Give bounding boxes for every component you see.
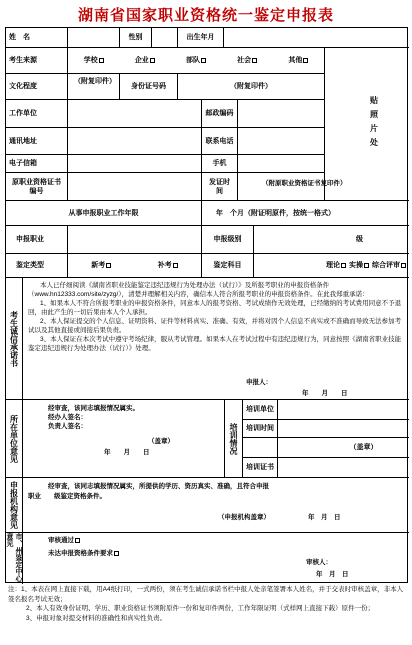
level-label: 申报级别 bbox=[202, 226, 254, 254]
id-value[interactable] bbox=[178, 74, 325, 100]
attach-id-note: （附复印件） bbox=[230, 83, 272, 90]
note-2: 2、本人有效身份证明、学历、职业资格证书须附原件一份和复印件两份，工作年限证明（式样网上直接下载）原件一份； bbox=[26, 605, 375, 612]
declare-line2: 职业 级鉴定资格条件。 bbox=[28, 493, 106, 500]
source-option-enterprise[interactable]: 企业 bbox=[135, 56, 155, 65]
source-option-society[interactable]: 社会 bbox=[237, 56, 257, 65]
train-cert-label: 培训证书 bbox=[243, 458, 278, 478]
center-opinion bbox=[23, 533, 409, 584]
issue-date-label: 发证时间 bbox=[202, 173, 238, 201]
checkbox-icon[interactable] bbox=[150, 58, 155, 63]
note-3: 3、申报对象对提交材料的准确性和真实性负责。 bbox=[26, 614, 167, 622]
train-cert-value[interactable] bbox=[278, 458, 409, 478]
note-1: 注：1、本表在网上直接下载，用A4纸打印，一式两份，须在考生诚信承诺书栏中报人处亲笔签署本人姓名，并于交表时审核盖章，非本人签名报名考试无效； bbox=[8, 586, 404, 603]
work-years-value[interactable]: 年 个月（附证明原件，按统一格式） bbox=[202, 201, 409, 226]
photo-label: 贴照片处 bbox=[369, 96, 379, 152]
declare-line1: 经审查，该同志填报情况属实，所提供的学历、资历真实、准确，且符合申报 bbox=[48, 483, 269, 490]
source-option-other[interactable]: 其他 bbox=[288, 56, 308, 65]
exam-subject-options bbox=[254, 254, 409, 278]
phone-label: 联系电话 bbox=[202, 128, 238, 155]
workplace-label: 工作单位 bbox=[6, 100, 68, 128]
checkbox-icon[interactable] bbox=[201, 58, 206, 63]
train-time-value[interactable] bbox=[278, 420, 409, 438]
mobile-label: 手机 bbox=[202, 155, 238, 173]
train-time-label: 培训时间 bbox=[243, 420, 278, 438]
email-label: 电子信箱 bbox=[6, 155, 68, 173]
integrity-p2: 1、如果本人不符合所报考职业的申报资格条件，同意本人的报考资格、考试成绩作无效处理，已经缴纳的考试费用同意不予退回，由此产生的一切后果由本人个人承担。 bbox=[28, 300, 402, 316]
exam-type-options bbox=[68, 254, 202, 278]
exam-type-new[interactable]: 新考 bbox=[91, 261, 111, 270]
postcode-label: 邮政编码 bbox=[202, 100, 238, 128]
footnotes bbox=[8, 585, 408, 623]
checkbox-icon[interactable] bbox=[106, 263, 111, 268]
declare-seal: （申报机构盖章） bbox=[218, 514, 270, 521]
checkbox-icon[interactable] bbox=[252, 58, 257, 63]
gender-value[interactable] bbox=[152, 28, 178, 48]
level-value[interactable] bbox=[254, 226, 409, 254]
gender-label: 性别 bbox=[120, 28, 152, 48]
work-years-label: 从事申报职业工作年限 bbox=[6, 201, 202, 226]
unit-line1: 经审查，该同志填报情况属实。 bbox=[48, 405, 139, 412]
exam-type-label: 鉴定类型 bbox=[6, 254, 68, 278]
attach-cert-note: （附原职业资格证书复印件） bbox=[262, 180, 347, 187]
center-reviewer: 审核人： bbox=[306, 559, 332, 566]
subject-practice[interactable]: 实操 bbox=[349, 261, 369, 270]
center-fail[interactable]: 未达申报资格条件要求 bbox=[48, 549, 119, 558]
train-seal-spacer bbox=[243, 438, 278, 458]
checkbox-icon[interactable] bbox=[173, 263, 178, 268]
education-label: 文化程度 bbox=[6, 74, 68, 100]
occupation-label: 申报职业 bbox=[6, 226, 68, 254]
address-value[interactable] bbox=[68, 128, 202, 155]
name-label: 姓 名 bbox=[6, 28, 68, 48]
unit-side-label: 所在单位意见 bbox=[6, 400, 23, 478]
declare-date: 年 月 日 bbox=[308, 514, 341, 521]
name-value[interactable] bbox=[68, 28, 120, 48]
application-form bbox=[5, 27, 408, 583]
address-label: 通讯地址 bbox=[6, 128, 68, 155]
exam-subject-label: 鉴定科目 bbox=[202, 254, 254, 278]
checkbox-icon[interactable] bbox=[401, 263, 406, 268]
train-unit-value[interactable] bbox=[278, 400, 409, 420]
phone-value[interactable] bbox=[238, 128, 325, 155]
birth-label: 出生年月 bbox=[178, 28, 224, 48]
workplace-value[interactable] bbox=[68, 100, 202, 128]
education-value[interactable] bbox=[68, 74, 120, 100]
integrity-p4: 3、本人保证在本次考试中遵守考场纪律，服从考试管理。如果本人在考试过程中有违纪违规行为，同意按照《湖南省职业技能鉴定违纪违规行为处理办法（试行）》处理。 bbox=[28, 336, 402, 352]
unit-line3: 负责人签名： bbox=[48, 423, 87, 430]
email-value[interactable] bbox=[68, 155, 202, 173]
postcode-value[interactable] bbox=[238, 100, 325, 128]
mobile-value[interactable] bbox=[238, 155, 325, 173]
attach-copy-note: （附复印件） bbox=[74, 78, 116, 85]
form-title: 湖南省国家职业资格统一鉴定申报表 bbox=[77, 6, 334, 24]
center-side-label: 市、州鉴定中心意见 bbox=[6, 533, 22, 582]
train-seal: （盖章） bbox=[278, 438, 409, 458]
subject-review[interactable]: 综合评审 bbox=[372, 261, 406, 270]
exam-type-retake[interactable]: 补考 bbox=[158, 261, 178, 270]
unit-date: 年 月 日 bbox=[104, 449, 150, 456]
id-label: 身份证号码 bbox=[120, 74, 178, 100]
center-date: 年 月 日 bbox=[316, 571, 349, 578]
source-option-army[interactable]: 部队 bbox=[186, 56, 206, 65]
integrity-signer: 申报人： bbox=[246, 379, 272, 386]
train-unit-label: 培训单位 bbox=[243, 400, 278, 420]
unit-seal: （盖章） bbox=[148, 438, 174, 445]
center-pass[interactable]: 审核通过 bbox=[48, 536, 80, 545]
unit-text bbox=[48, 404, 223, 431]
integrity-date: 年 月 日 bbox=[302, 390, 348, 397]
integrity-text bbox=[28, 281, 406, 353]
integrity-side-label: 考生诚信承诺书 bbox=[6, 278, 23, 400]
checkbox-icon[interactable] bbox=[114, 551, 119, 556]
declare-side-label: 申报机构意见 bbox=[6, 478, 23, 533]
level-unit: 级 bbox=[356, 236, 363, 243]
unit-line2: 经办人签名： bbox=[48, 414, 87, 421]
checkbox-icon[interactable] bbox=[75, 538, 80, 543]
integrity-p1: 本人已仔细阅读《湖南省职业技能鉴定违纪违规行为处理办法（试行）》及所报考职业的申报资格条件（www.hn12333.com/site/zyzg/），清楚并理解相关内容，确信本人符合所报考职业的申报资格条件。在此我郑重承诺： bbox=[28, 282, 369, 298]
occupation-value[interactable] bbox=[68, 226, 202, 254]
checkbox-icon[interactable] bbox=[99, 58, 104, 63]
cert-no-value[interactable] bbox=[68, 173, 202, 201]
subject-theory[interactable]: 理论 bbox=[326, 261, 346, 270]
checkbox-icon[interactable] bbox=[341, 263, 346, 268]
integrity-p3: 2、本人保证提交的个人信息、证明资料、证件等材料真实、准确、有效，并将对因个人信息不真实或不准确而导致无法参加考试以及其他直接或间接后果负责。 bbox=[28, 318, 402, 334]
training-side-label: 培训情况 bbox=[225, 400, 243, 478]
source-label: 考生来源 bbox=[6, 48, 68, 74]
cert-no-label: 原职业资格证书编号 bbox=[6, 173, 68, 201]
source-options bbox=[68, 48, 325, 74]
birth-value[interactable] bbox=[224, 28, 409, 48]
checkbox-icon[interactable] bbox=[364, 263, 369, 268]
checkbox-icon[interactable] bbox=[303, 58, 308, 63]
source-option-school[interactable]: 学校 bbox=[84, 56, 104, 65]
